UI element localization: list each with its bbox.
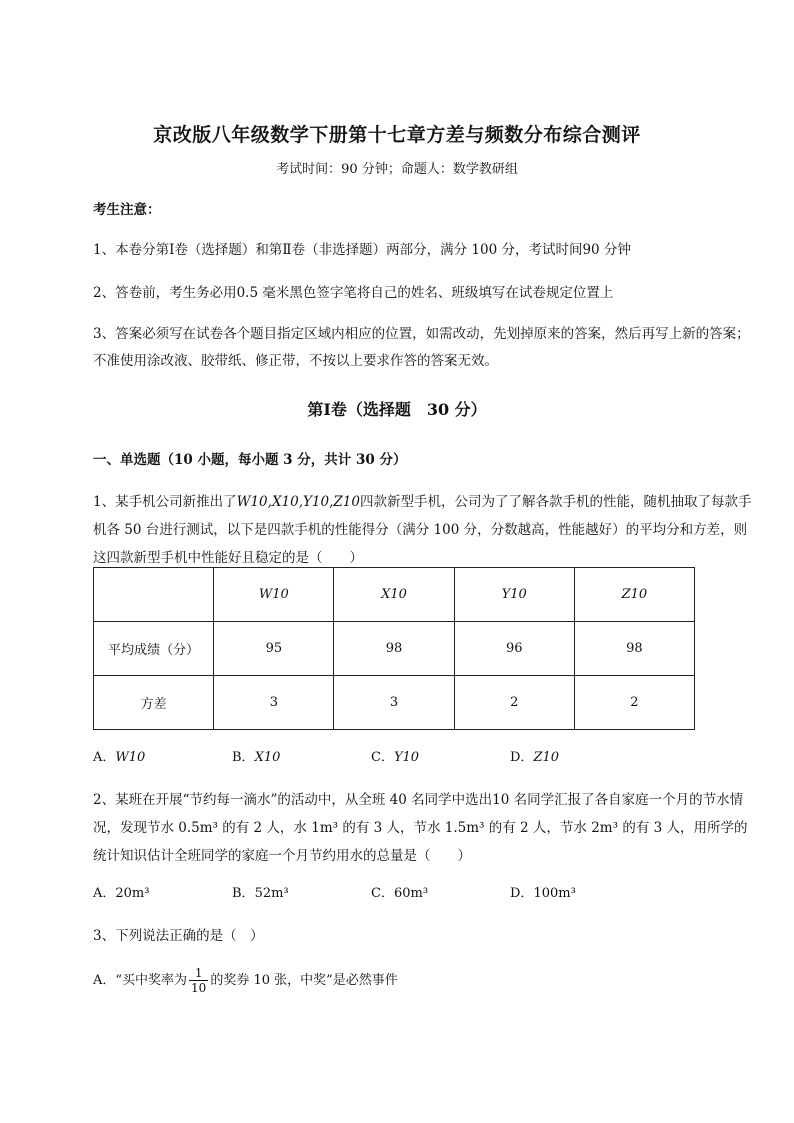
table-header-row	[94, 568, 695, 622]
page-title: 京改版八年级数学下册第十七章方差与频数分布综合测评	[153, 124, 641, 146]
q1-option-a[interactable]: A．W10	[93, 750, 146, 765]
fraction	[189, 966, 208, 995]
table-cell: 98	[334, 622, 454, 676]
table-cell: 2	[574, 676, 694, 730]
table-cell: 98	[574, 622, 694, 676]
page-subtitle: 考试时间：90 分钟；命题人：数学教研组	[276, 162, 518, 177]
q1-stem-start: 1、某手机公司新推出了	[93, 494, 237, 510]
notice-heading: 考生注意：	[93, 202, 161, 218]
q3-option-a[interactable]	[93, 966, 753, 995]
table-header-cell: X10	[334, 568, 454, 622]
q2-option-b[interactable]: B．52m³	[232, 886, 289, 901]
part-heading: 一、单选题（10 小题，每小题 3 分，共计 30 分）	[93, 452, 407, 468]
q1-option-b[interactable]: B．X10	[232, 750, 281, 765]
question-3-stem: 3、下列说法正确的是（ ）	[93, 928, 264, 944]
table-header-cell: Y10	[454, 568, 574, 622]
q2-option-a[interactable]: A．20m³	[93, 886, 150, 901]
table-cell: 2	[454, 676, 574, 730]
table-row	[94, 622, 695, 676]
table-row	[94, 676, 695, 730]
table-row-header: 方差	[94, 676, 214, 730]
notice-item-2: 2、答卷前，考生务必用0.5 毫米黑色签字笔将自己的姓名、班级填写在试卷规定位置上	[93, 285, 614, 301]
q3-option-a-post: 的奖券 10 张，中奖”是必然事件	[210, 973, 398, 988]
q2-option-c[interactable]: C．60m³	[371, 886, 429, 901]
question-2-stem: 2、某班在开展“节约每一滴水”的活动中，从全班 40 名同学中选出10 名同学汇报了各自家庭一个月的节水情况，发现节水 0.5m³ 的有 2 人，水 1m³ 的有 3 人，节水 1.5m³ 的有 2 人，节水 2m³ 的有 3 人，用所学的统计知识估计全班同学的家庭一个月节约用水的总量是（ ）	[93, 792, 748, 864]
q2-options	[93, 882, 653, 908]
q1-stem-rest: 四款新型手机，公司为了了解各款手机的性能，随机抽取了每款手机各 50 台进行测试，以下是四款手机的性能得分（满分 100 分，分数越高，性能越好）的平均分和方差，则这四款新型手机中性能好且稳定的是（ ）	[93, 494, 752, 566]
notice-item-1: 1、本卷分第Ⅰ卷（选择题）和第Ⅱ卷（非选择题）两部分，满分 100 分，考试时间90 分钟	[93, 242, 631, 258]
table-cell: 96	[454, 622, 574, 676]
table-cell: 95	[214, 622, 334, 676]
table-header-cell: Z10	[574, 568, 694, 622]
q1-models: W10,X10,Y10,Z10	[236, 494, 360, 510]
table-row-header: 平均成绩（分）	[94, 622, 214, 676]
q1-options	[93, 746, 653, 772]
table-cell: 3	[214, 676, 334, 730]
table-cell: 3	[334, 676, 454, 730]
fraction-numerator: 1	[189, 966, 208, 981]
q1-option-c[interactable]: C．Y10	[371, 750, 420, 765]
table-header-cell: W10	[214, 568, 334, 622]
section-title: 第Ⅰ卷（选择题 30 分）	[307, 400, 487, 419]
q3-option-a-pre: A．“买中奖率为	[93, 973, 188, 988]
q1-option-d[interactable]: D．Z10	[510, 750, 560, 765]
q2-option-d[interactable]: D．100m³	[510, 886, 576, 901]
q1-stats-table	[93, 567, 695, 730]
notice-item-3: 3、答案必须写在试卷各个题目指定区域内相应的位置，如需改动，先划掉原来的答案，然后再写上新的答案；不准使用涂改液、胶带纸、修正带，不按以上要求作答的答案无效。	[93, 326, 750, 369]
question-1-stem	[93, 488, 753, 572]
table-header-cell	[94, 568, 214, 622]
fraction-denominator: 10	[191, 981, 207, 995]
